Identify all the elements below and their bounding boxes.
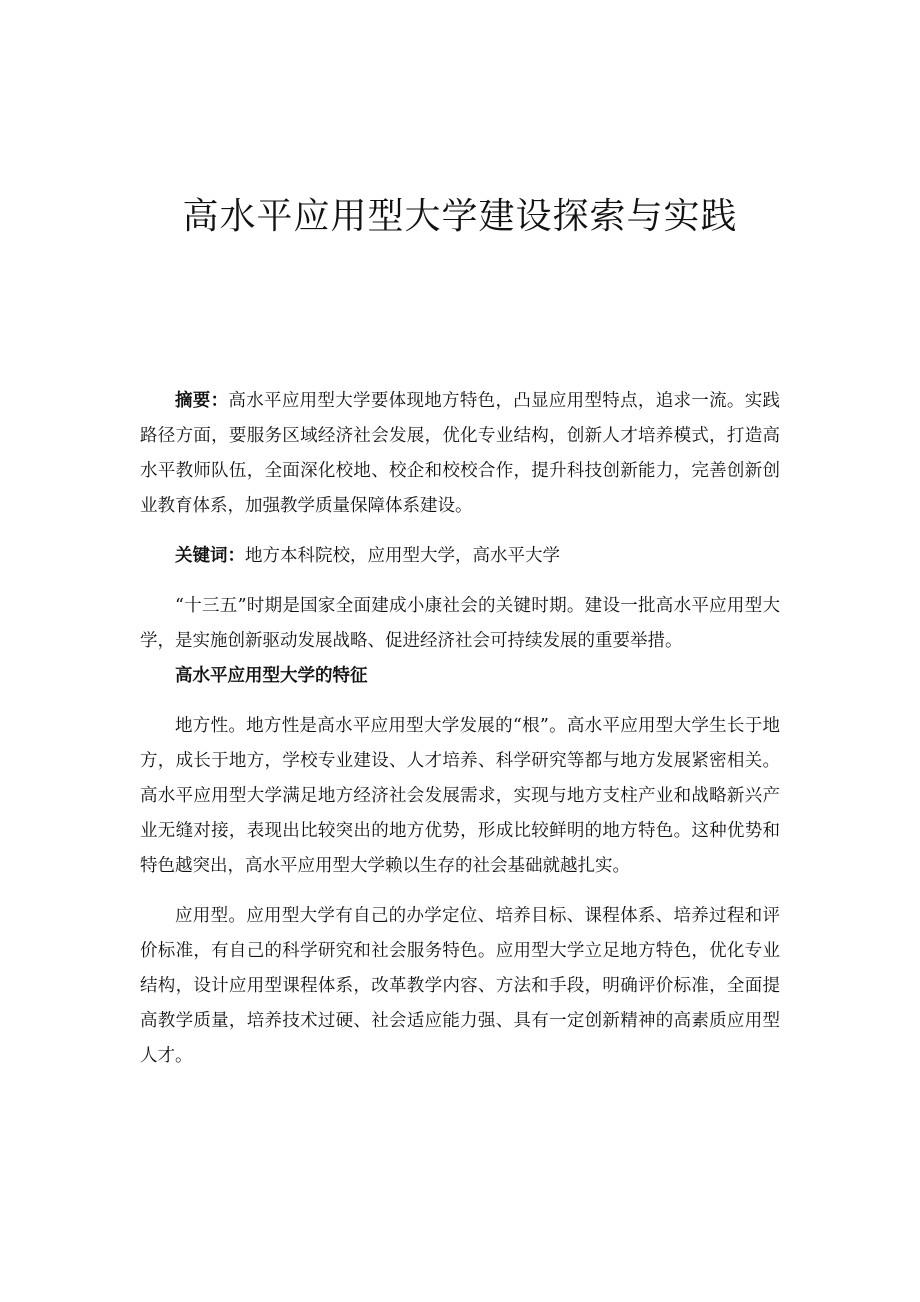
section-heading: 高水平应用型大学的特征 [175,666,368,686]
abstract-paragraph [140,384,780,524]
intro-paragraph: “十三五”时期是国家全面建成小康社会的关键时期。建设一批高水平应用型大学，是实施创新驱动发展战略、促进经济社会可持续发展的重要举措。 [140,596,780,651]
keywords-text: 地方本科院校，应用型大学，高水平大学 [245,546,560,566]
abstract-label: 摘要： [175,391,229,411]
keywords-label: 关键词： [175,546,245,566]
applied-paragraph: 应用型。应用型大学有自己的办学定位、培养目标、课程体系、培养过程和评价标准，有自己的科学研究和社会服务特色。应用型大学立足地方特色，优化专业结构，设计应用型课程体系，改革教学内容、方法和手段，明确评价标准，全面提高教学质量，培养技术过硬、社会适应能力强、具有一定创新精神的高素质应用型人才。 [140,906,780,1066]
document-body [140,384,780,1074]
abstract-text: 高水平应用型大学要体现地方特色，凸显应用型特点，追求一流。实践路径方面，要服务区域经济社会发展，优化专业结构，创新人才培养模式，打造高水平教师队伍，全面深化校地、校企和校校合作，提升科技创新能力，完善创新创业教育体系，加强教学质量保障体系建设。 [140,391,781,516]
keywords-paragraph [140,539,780,574]
document-title: 高水平应用型大学建设探索与实践 [182,196,738,237]
local-paragraph: 地方性。地方性是高水平应用型大学发展的“根”。高水平应用型大学生长于地方，成长于地方，学校专业建设、人才培养、科学研究等都与地方发展紧密相关。高水平应用型大学满足地方经济社会发展需求，实现与地方支柱产业和战略新兴产业无缝对接，表现出比较突出的地方优势，形成比较鲜明的地方特色。这种优势和特色越突出，高水平应用型大学赖以生存的社会基础就越扎实。 [140,716,780,876]
